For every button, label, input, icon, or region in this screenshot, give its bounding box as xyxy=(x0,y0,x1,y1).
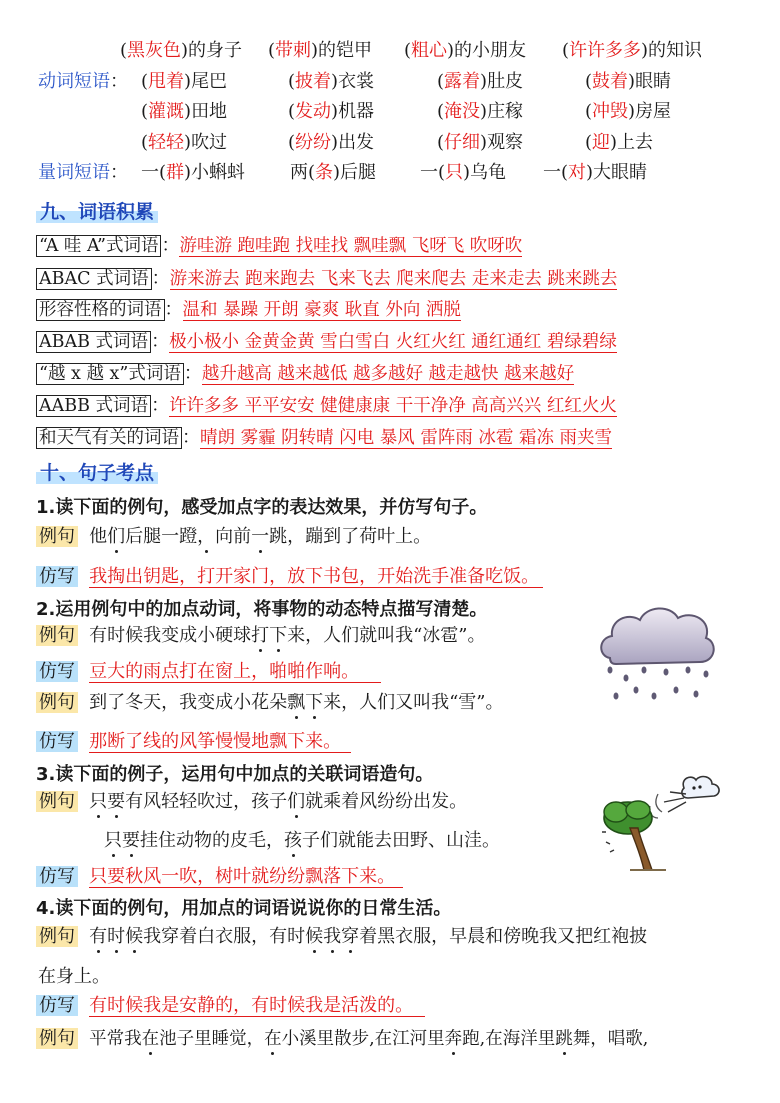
q4-answer-row xyxy=(36,991,425,1020)
emphasis-char: 在 xyxy=(141,1029,160,1049)
emphasis-char: 要 xyxy=(107,791,126,812)
q3-example-1-row xyxy=(36,787,467,816)
phrase-paren: ) xyxy=(331,71,339,92)
phrase-answer: 纷纷 xyxy=(295,132,332,153)
hail-cloud-illustration xyxy=(596,600,720,704)
phrase-answer: 灌溉 xyxy=(148,101,185,122)
q1-answer-row xyxy=(36,562,543,591)
phrase-noun: 衣裳 xyxy=(338,71,375,92)
emphasis-char: 下 xyxy=(305,692,324,713)
emphasis-char: 飘 xyxy=(287,692,306,713)
emphasis-char: 有 xyxy=(89,926,108,947)
measure-phrase xyxy=(290,160,376,186)
colon: ： xyxy=(151,331,170,352)
phrase-prefix: 一( xyxy=(141,162,167,183)
phrase-noun: 观察 xyxy=(487,132,524,153)
verb-phrase xyxy=(141,130,227,156)
emphasis-char: 时 xyxy=(107,926,126,947)
emphasis-char: 们 xyxy=(107,526,126,547)
phrase-answer: 仔细 xyxy=(444,132,481,153)
phrase-noun: )的小朋友 xyxy=(447,40,527,61)
emphasis-char: 下 xyxy=(269,625,288,646)
windy-tree-illustration xyxy=(600,772,726,878)
phrase-paren: ) xyxy=(628,101,636,122)
phrase-paren: ( xyxy=(141,101,149,122)
phrase-noun: 出发 xyxy=(338,132,375,153)
example-tag: 例句 xyxy=(36,526,78,547)
imitate-tag: 仿写 xyxy=(36,731,78,752)
measure-phrase-label: 量词短语： xyxy=(38,162,128,183)
phrase-prefix: 一( xyxy=(420,162,446,183)
phrase-answer: 轻轻 xyxy=(148,132,185,153)
colon: ： xyxy=(183,363,202,384)
phrase-noun: )的铠甲 xyxy=(311,40,373,61)
section-10-heading: 十、句子考点 xyxy=(36,458,158,485)
adjective-phrase xyxy=(268,38,372,64)
emphasis-char: 候 xyxy=(305,926,324,947)
q2-answer-2-row xyxy=(36,727,351,756)
q1-answer: 我掏出钥匙，打开家门，放下书包，开始洗手准备吃饭。 xyxy=(89,566,543,588)
emphasis-char: 奔 xyxy=(444,1029,463,1049)
phrase-noun: 机器 xyxy=(338,101,375,122)
question-3: 3.读下面的例子，运用句中加点的关联词语造句。 xyxy=(36,764,434,785)
word-list: 温和 暴躁 开朗 豪爽 耿直 外向 洒脱 xyxy=(182,300,461,320)
q2-example-2-row xyxy=(36,688,504,717)
verb-phrase xyxy=(288,130,374,156)
q2-answer-1-row xyxy=(36,657,381,686)
phrase-paren: ) xyxy=(480,71,488,92)
phrase-paren: ( xyxy=(288,101,296,122)
q3-answer-row xyxy=(36,862,403,891)
phrase-paren: ( xyxy=(437,101,445,122)
verb-phrase xyxy=(437,99,523,125)
emphasis-char: 要 xyxy=(122,830,140,851)
phrase-paren: ) xyxy=(480,101,488,122)
q2-answer-2: 那断了线的风筝慢慢地飘下来。 xyxy=(89,731,351,753)
colon: ： xyxy=(164,299,183,320)
q3-example-1: 只要有风轻轻吹过，孩子们就乘着风纷纷出发。 xyxy=(89,791,468,812)
emphasis-char: ， xyxy=(197,526,216,547)
word-category-label: 形容性格的词语 xyxy=(36,299,165,321)
emphasis-char: 在 xyxy=(264,1029,282,1049)
imitate-tag: 仿写 xyxy=(36,866,78,887)
verb-phrase xyxy=(437,69,523,95)
colon: ： xyxy=(161,235,180,256)
phrase-noun: )乌龟 xyxy=(463,162,507,183)
verb-phrase xyxy=(288,99,374,125)
word-category-row xyxy=(36,359,574,387)
word-list: 越升越高 越来越低 越多越好 越走越快 越来越好 xyxy=(201,364,575,384)
verb-phrase xyxy=(585,130,653,156)
q4-example-2-row xyxy=(36,1025,648,1053)
phrase-answer: 披着 xyxy=(295,71,332,92)
phrase-noun: )小蝌蚪 xyxy=(184,162,246,183)
q1-example-sentence: 他们后腿一蹬，向前一跳，蹦到了荷叶上。 xyxy=(89,526,432,547)
phrase-noun: 尾巴 xyxy=(191,71,228,92)
phrase-paren: ) xyxy=(184,101,192,122)
phrase-paren: ) xyxy=(331,101,339,122)
phrase-answer: 黑灰色 xyxy=(127,40,182,61)
phrase-paren: ( xyxy=(268,40,276,61)
imitate-tag: 仿写 xyxy=(36,566,78,587)
measure-phrase xyxy=(141,160,245,186)
phrase-paren: ( xyxy=(404,40,412,61)
phrase-paren: ( xyxy=(120,40,128,61)
colon: ： xyxy=(151,268,170,289)
phrase-paren: ( xyxy=(288,132,296,153)
phrase-answer: 粗心 xyxy=(411,40,448,61)
phrase-noun: 吹过 xyxy=(191,132,228,153)
phrase-prefix: 两( xyxy=(290,162,316,183)
phrase-answer: 发动 xyxy=(295,101,332,122)
imitate-tag: 仿写 xyxy=(36,995,78,1016)
question-2: 2.运用例句中的加点动词，将事物的动态特点描写清楚。 xyxy=(36,599,488,620)
example-tag: 例句 xyxy=(36,791,78,812)
phrase-noun: )的身子 xyxy=(181,40,243,61)
word-category-row xyxy=(36,295,461,323)
word-category-row xyxy=(36,264,617,292)
word-category-label: “A 哇 A”式词语 xyxy=(36,235,161,257)
word-list: 游哇游 跑哇跑 找哇找 飘哇飘 飞呀飞 吹呀吹 xyxy=(179,236,523,256)
phrase-noun: )大眼睛 xyxy=(586,162,648,183)
phrase-noun: 眼睛 xyxy=(635,71,672,92)
emphasis-char: 候 xyxy=(125,926,144,947)
word-category-row xyxy=(36,231,522,259)
phrase-noun: )后腿 xyxy=(333,162,377,183)
verb-phrase xyxy=(141,99,227,125)
verb-phrase xyxy=(585,69,671,95)
phrase-answer: 淹没 xyxy=(444,101,481,122)
phrase-paren: ( xyxy=(585,101,593,122)
phrase-paren: ( xyxy=(585,71,593,92)
phrase-answer: 露着 xyxy=(444,71,481,92)
verb-phrase-label: 动词短语： xyxy=(38,71,128,92)
q3-answer: 只要秋风一吹，树叶就纷纷飘落下来。 xyxy=(89,866,403,888)
phrase-noun: 庄稼 xyxy=(487,101,524,122)
q2-example-2: 到了冬天，我变成小花朵飘下来，人们又叫我“雪”。 xyxy=(89,692,504,713)
emphasis-char: 我 xyxy=(323,926,342,947)
verb-phrase xyxy=(141,69,227,95)
phrase-answer: 冲毁 xyxy=(592,101,629,122)
emphasis-char: 只 xyxy=(89,791,108,812)
verb-phrase xyxy=(585,99,671,125)
word-list: 游来游去 跑来跑去 飞来飞去 爬来爬去 走来走去 跳来跳去 xyxy=(169,269,618,289)
phrase-paren: ( xyxy=(437,71,445,92)
imitate-tag: 仿写 xyxy=(36,661,78,682)
word-category-row xyxy=(36,327,617,355)
example-tag: 例句 xyxy=(36,926,78,947)
phrase-paren: ) xyxy=(610,132,618,153)
question-1: 1.读下面的例句，感受加点字的表达效果，并仿写句子。 xyxy=(36,497,488,518)
q4-example-1: 有时候我穿着白衣服，有时候我穿着黑衣服，早晨和傍晚我又把红袍披 xyxy=(89,926,648,947)
emphasis-char: 一 xyxy=(251,526,270,547)
phrase-noun: )的知识 xyxy=(641,40,703,61)
phrase-paren: ) xyxy=(331,132,339,153)
phrase-paren: ) xyxy=(628,71,636,92)
word-list: 极小极小 金黄金黄 雪白雪白 火红火红 通红通红 碧绿碧绿 xyxy=(169,332,617,352)
phrase-noun: 肚皮 xyxy=(487,71,524,92)
adjective-phrase xyxy=(562,38,702,64)
phrase-paren: ) xyxy=(184,71,192,92)
question-4: 4.读下面的例句，用加点的词语说说你的日常生活。 xyxy=(36,898,452,919)
phrase-paren: ( xyxy=(141,132,149,153)
measure-phrase xyxy=(543,160,647,186)
word-category-label: 和天气有关的词语 xyxy=(36,427,182,449)
q4-example-1-row xyxy=(36,922,647,951)
q4-example-1-continued: 在身上。 xyxy=(38,966,110,987)
q1-example-row xyxy=(36,522,431,551)
word-list: 晴朗 雾霾 阴转晴 闪电 暴风 雷阵雨 冰雹 霜冻 雨夹雪 xyxy=(200,428,613,448)
phrase-answer: 鼓着 xyxy=(592,71,629,92)
phrase-answer: 对 xyxy=(568,162,587,183)
measure-phrase xyxy=(420,160,506,186)
phrase-noun: 上去 xyxy=(617,132,654,153)
adjective-phrase xyxy=(404,38,526,64)
q4-answer: 有时候我是安静的，有时候我是活泼的。 xyxy=(89,995,425,1017)
phrase-prefix: 一( xyxy=(543,162,569,183)
emphasis-char: 跳 xyxy=(555,1029,573,1049)
emphasis-char: 打 xyxy=(251,625,270,646)
phrase-paren: ( xyxy=(288,71,296,92)
word-category-label: ABAB 式词语 xyxy=(36,331,151,353)
q3-example-2: 只要挂住动物的皮毛，孩子们就能去田野、山洼。 xyxy=(104,830,500,851)
emphasis-char: 们 xyxy=(287,791,306,812)
colon: ： xyxy=(151,395,170,416)
phrase-answer: 迎 xyxy=(592,132,611,153)
emphasis-char: 穿 xyxy=(341,926,360,947)
phrase-answer: 带刺 xyxy=(275,40,312,61)
example-tag: 例句 xyxy=(36,692,78,713)
phrase-answer: 只 xyxy=(445,162,464,183)
phrase-paren: ) xyxy=(184,132,192,153)
colon: ： xyxy=(182,427,200,448)
word-list: 许许多多 平平安安 健健康康 干干净净 高高兴兴 红红火火 xyxy=(169,396,617,416)
adjective-phrase xyxy=(120,38,242,64)
phrase-answer: 甩着 xyxy=(148,71,185,92)
phrase-answer: 群 xyxy=(166,162,185,183)
section-9-heading: 九、词语积累 xyxy=(36,197,158,224)
phrase-answer: 许许多多 xyxy=(569,40,642,61)
phrase-noun: 房屋 xyxy=(635,101,672,122)
word-category-row xyxy=(36,391,617,419)
emphasis-char: 孩 xyxy=(284,830,302,851)
word-category-label: AABB 式词语 xyxy=(36,395,151,417)
phrase-paren: ( xyxy=(585,132,593,153)
phrase-answer: 条 xyxy=(315,162,334,183)
q4-example-2: 平常我在池子里睡觉，在小溪里散步,在江河里奔跑,在海洋里跳舞，唱歌, xyxy=(89,1029,649,1049)
phrase-paren: ( xyxy=(437,132,445,153)
verb-phrase xyxy=(437,130,523,156)
q2-example-1-row xyxy=(36,621,486,650)
verb-phrase xyxy=(288,69,374,95)
word-category-label: ABAC 式词语 xyxy=(36,268,152,290)
word-category-row xyxy=(36,423,612,451)
example-tag: 例句 xyxy=(36,1028,78,1049)
word-category-label: “越 x 越 x”式词语 xyxy=(36,363,184,385)
phrase-noun: 田地 xyxy=(191,101,228,122)
q2-example-1: 有时候我变成小硬球打下来，人们就叫我“冰雹”。 xyxy=(89,625,486,646)
example-tag: 例句 xyxy=(36,625,78,646)
q2-answer-1: 豆大的雨点打在窗上，啪啪作响。 xyxy=(89,661,381,683)
phrase-paren: ( xyxy=(141,71,149,92)
phrase-paren: ( xyxy=(562,40,570,61)
phrase-paren: ) xyxy=(480,132,488,153)
emphasis-char: 只 xyxy=(104,830,122,851)
